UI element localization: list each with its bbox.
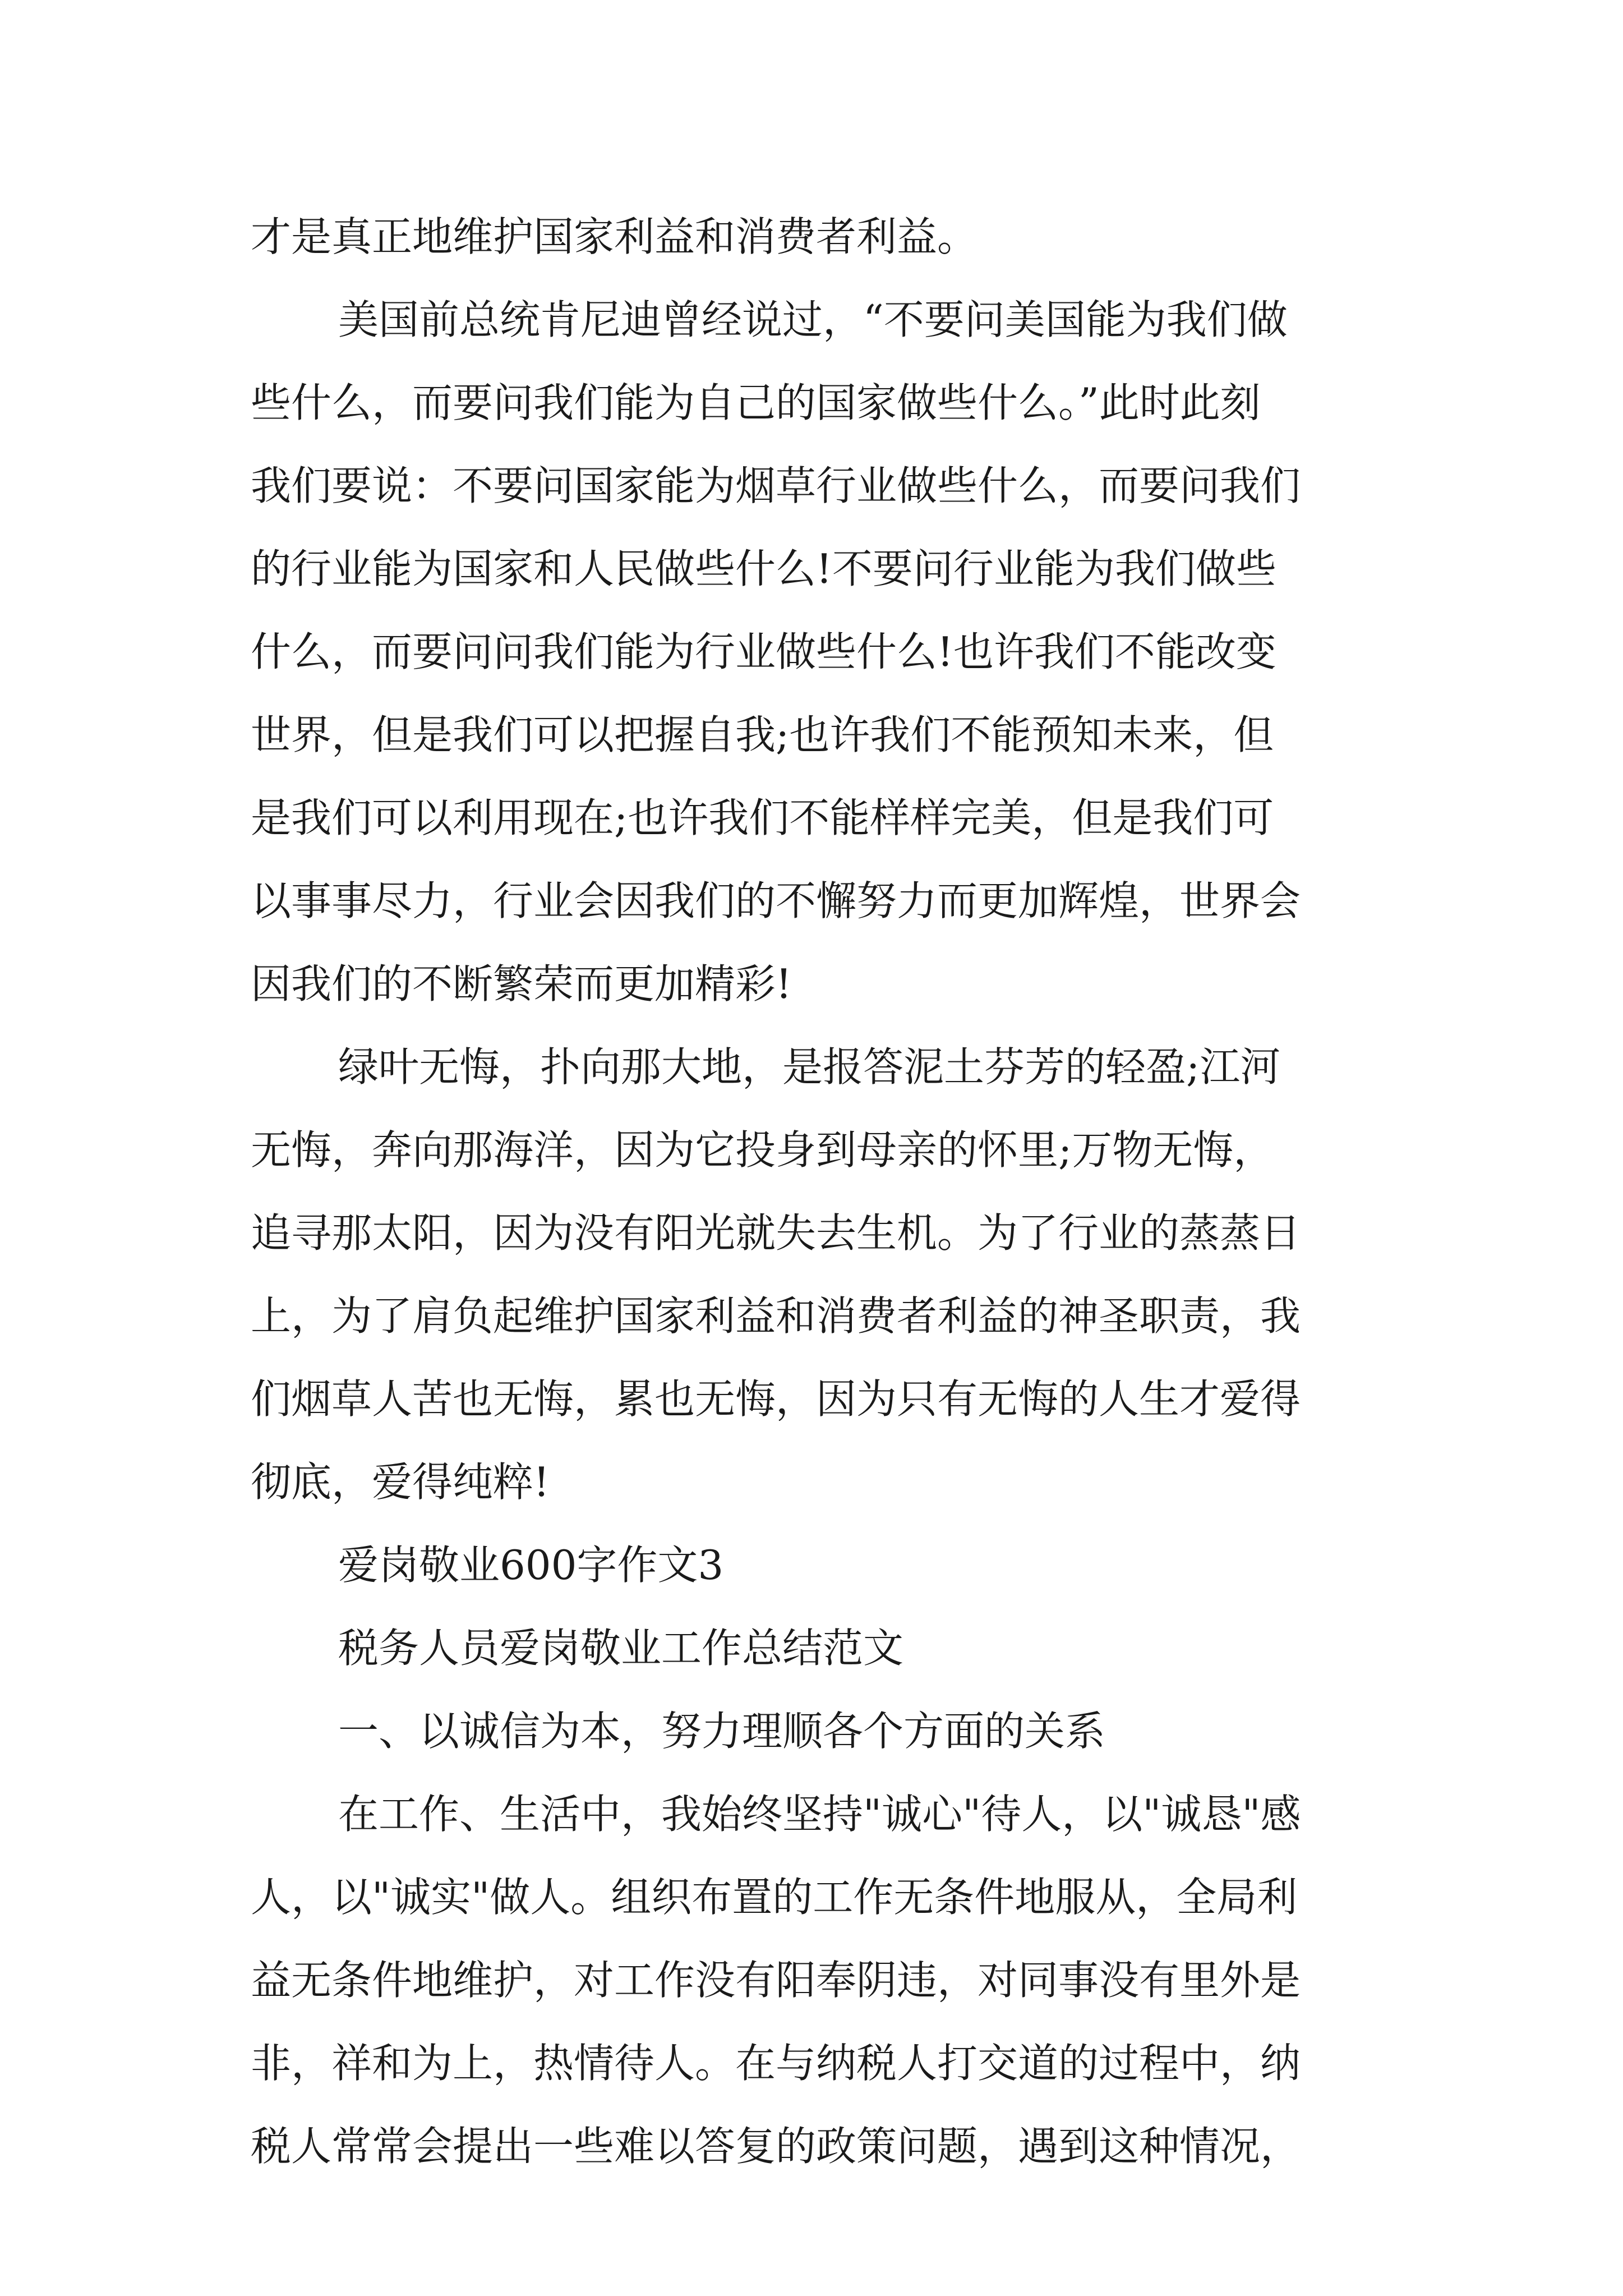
paragraph-first-line: 在工作、生活中，我始终坚持"诚心"待人，以"诚恳"感 [338,1791,1301,1838]
body-text-line: 以事事尽力，行业会因我们的不懈努力而更加辉煌，世界会 [251,877,1301,924]
section-heading: 爱岗敬业600字作文3 [338,1542,724,1589]
body-text-line: 什么，而要问问我们能为行业做些什么!也许我们不能改变 [251,628,1276,675]
subsection-heading: 一、以诚信为本，努力理顺各个方面的关系 [338,1708,1106,1755]
body-text-line: 彻底，爱得纯粹! [251,1458,550,1506]
body-text-line: 税人常常会提出一些难以答复的政策问题，遇到这种情况， [251,2123,1301,2170]
paragraph-first-line: 美国前总统肯尼迪曾经说过，“不要问美国能为我们做 [338,296,1288,343]
body-text-line: 益无条件地维护，对工作没有阳奉阴违，对同事没有里外是 [251,1957,1301,2004]
body-text-line: 是我们可以利用现在;也许我们不能样样完美，但是我们可 [251,794,1274,841]
body-text-line: 些什么，而要问我们能为自己的国家做些什么。”此时此刻 [251,379,1261,426]
body-text-line: 无悔，奔向那海洋，因为它投身到母亲的怀里;万物无悔， [251,1126,1274,1174]
body-text-line: 上，为了肩负起维护国家利益和消费者利益的神圣职责，我 [251,1292,1301,1340]
body-text-line: 因我们的不断繁荣而更加精彩! [251,960,792,1007]
body-text-line: 才是真正地维护国家利益和消费者利益。 [251,213,978,260]
body-text-line: 人，以"诚实"做人。组织布置的工作无条件地服从，全局利 [251,1874,1298,1921]
paragraph-first-line: 绿叶无悔，扑向那大地，是报答泥土芬芳的轻盈;江河 [338,1043,1281,1091]
body-text-line: 非，祥和为上，热情待人。在与纳税人打交道的过程中，纳 [251,2040,1301,2087]
article-title: 税务人员爱岗敬业工作总结范文 [338,1625,904,1672]
body-text-line: 我们要说：不要问国家能为烟草行业做些什么，而要问我们 [251,462,1301,509]
body-text-line: 世界，但是我们可以把握自我;也许我们不能预知未来，但 [251,711,1274,758]
body-text-line: 追寻那太阳，因为没有阳光就失去生机。为了行业的蒸蒸日 [251,1209,1301,1257]
body-text-line: 的行业能为国家和人民做些什么!不要问行业能为我们做些 [251,545,1276,592]
body-text-line: 们烟草人苦也无悔，累也无悔，因为只有无悔的人生才爱得 [251,1375,1301,1423]
